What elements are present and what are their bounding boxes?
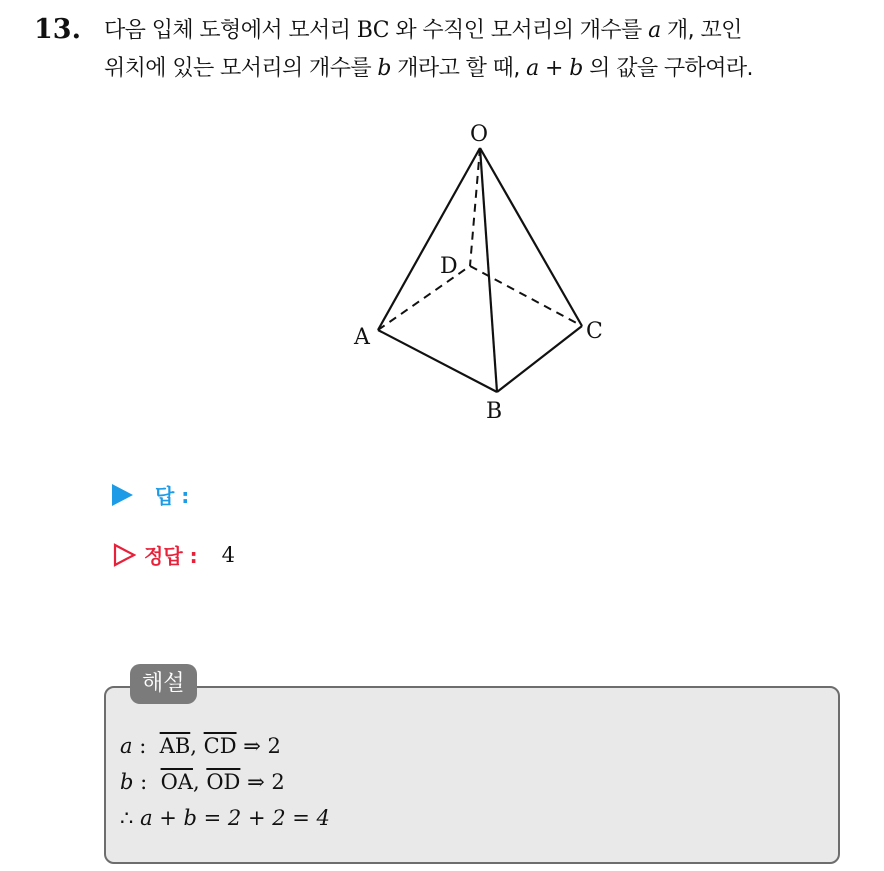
- solution-tab: 해설: [130, 664, 197, 704]
- label-b: B: [486, 399, 503, 424]
- solution-line-3: ∴ a + b = 2 + 2 = 4: [120, 806, 330, 830]
- question-line-2: 위치에 있는 모서리의 개수를 b 개라고 할 때, a + b 의 값을 구하여라.: [104, 56, 753, 81]
- var-a: a: [648, 18, 661, 43]
- edge-ob: [480, 148, 497, 392]
- edge-bc: [497, 326, 582, 392]
- edge-oa: [378, 148, 480, 330]
- question-line-1: 다음 입체 도형에서 모서리 BC 와 수직인 모서리의 개수를 a 개, 꼬인: [104, 18, 742, 43]
- play-triangle-icon: [112, 484, 133, 506]
- correct-answer-value: 4: [221, 542, 235, 567]
- label-a: A: [354, 325, 370, 350]
- correct-answer-row: [112, 540, 235, 569]
- correct-answer-label: 정답 :: [144, 544, 198, 568]
- edge-oc: [480, 148, 582, 326]
- solution-line-1: a : $\overline{AB}$, $\overline{CD}$ ⇒ 2: [120, 734, 281, 758]
- outline-triangle-icon: [112, 543, 136, 567]
- label-o: O: [470, 122, 489, 147]
- label-d: D: [440, 254, 458, 279]
- question-text: [104, 12, 874, 88]
- edge-od: [470, 148, 480, 266]
- solution-line-2: b : $\overline{OA}$, $\overline{OD}$ ⇒ 2: [120, 770, 285, 794]
- answer-row: [112, 480, 195, 509]
- var-b: b: [377, 56, 391, 81]
- pyramid-figure: [340, 108, 620, 428]
- question-number: 13.: [34, 14, 81, 45]
- answer-label: 답 :: [155, 484, 190, 508]
- edge-bc: BC: [356, 18, 389, 43]
- edge-ab: [378, 330, 497, 392]
- solution-content: [120, 728, 330, 836]
- label-c: C: [586, 319, 603, 344]
- expr-a-plus-b: a + b: [526, 56, 583, 81]
